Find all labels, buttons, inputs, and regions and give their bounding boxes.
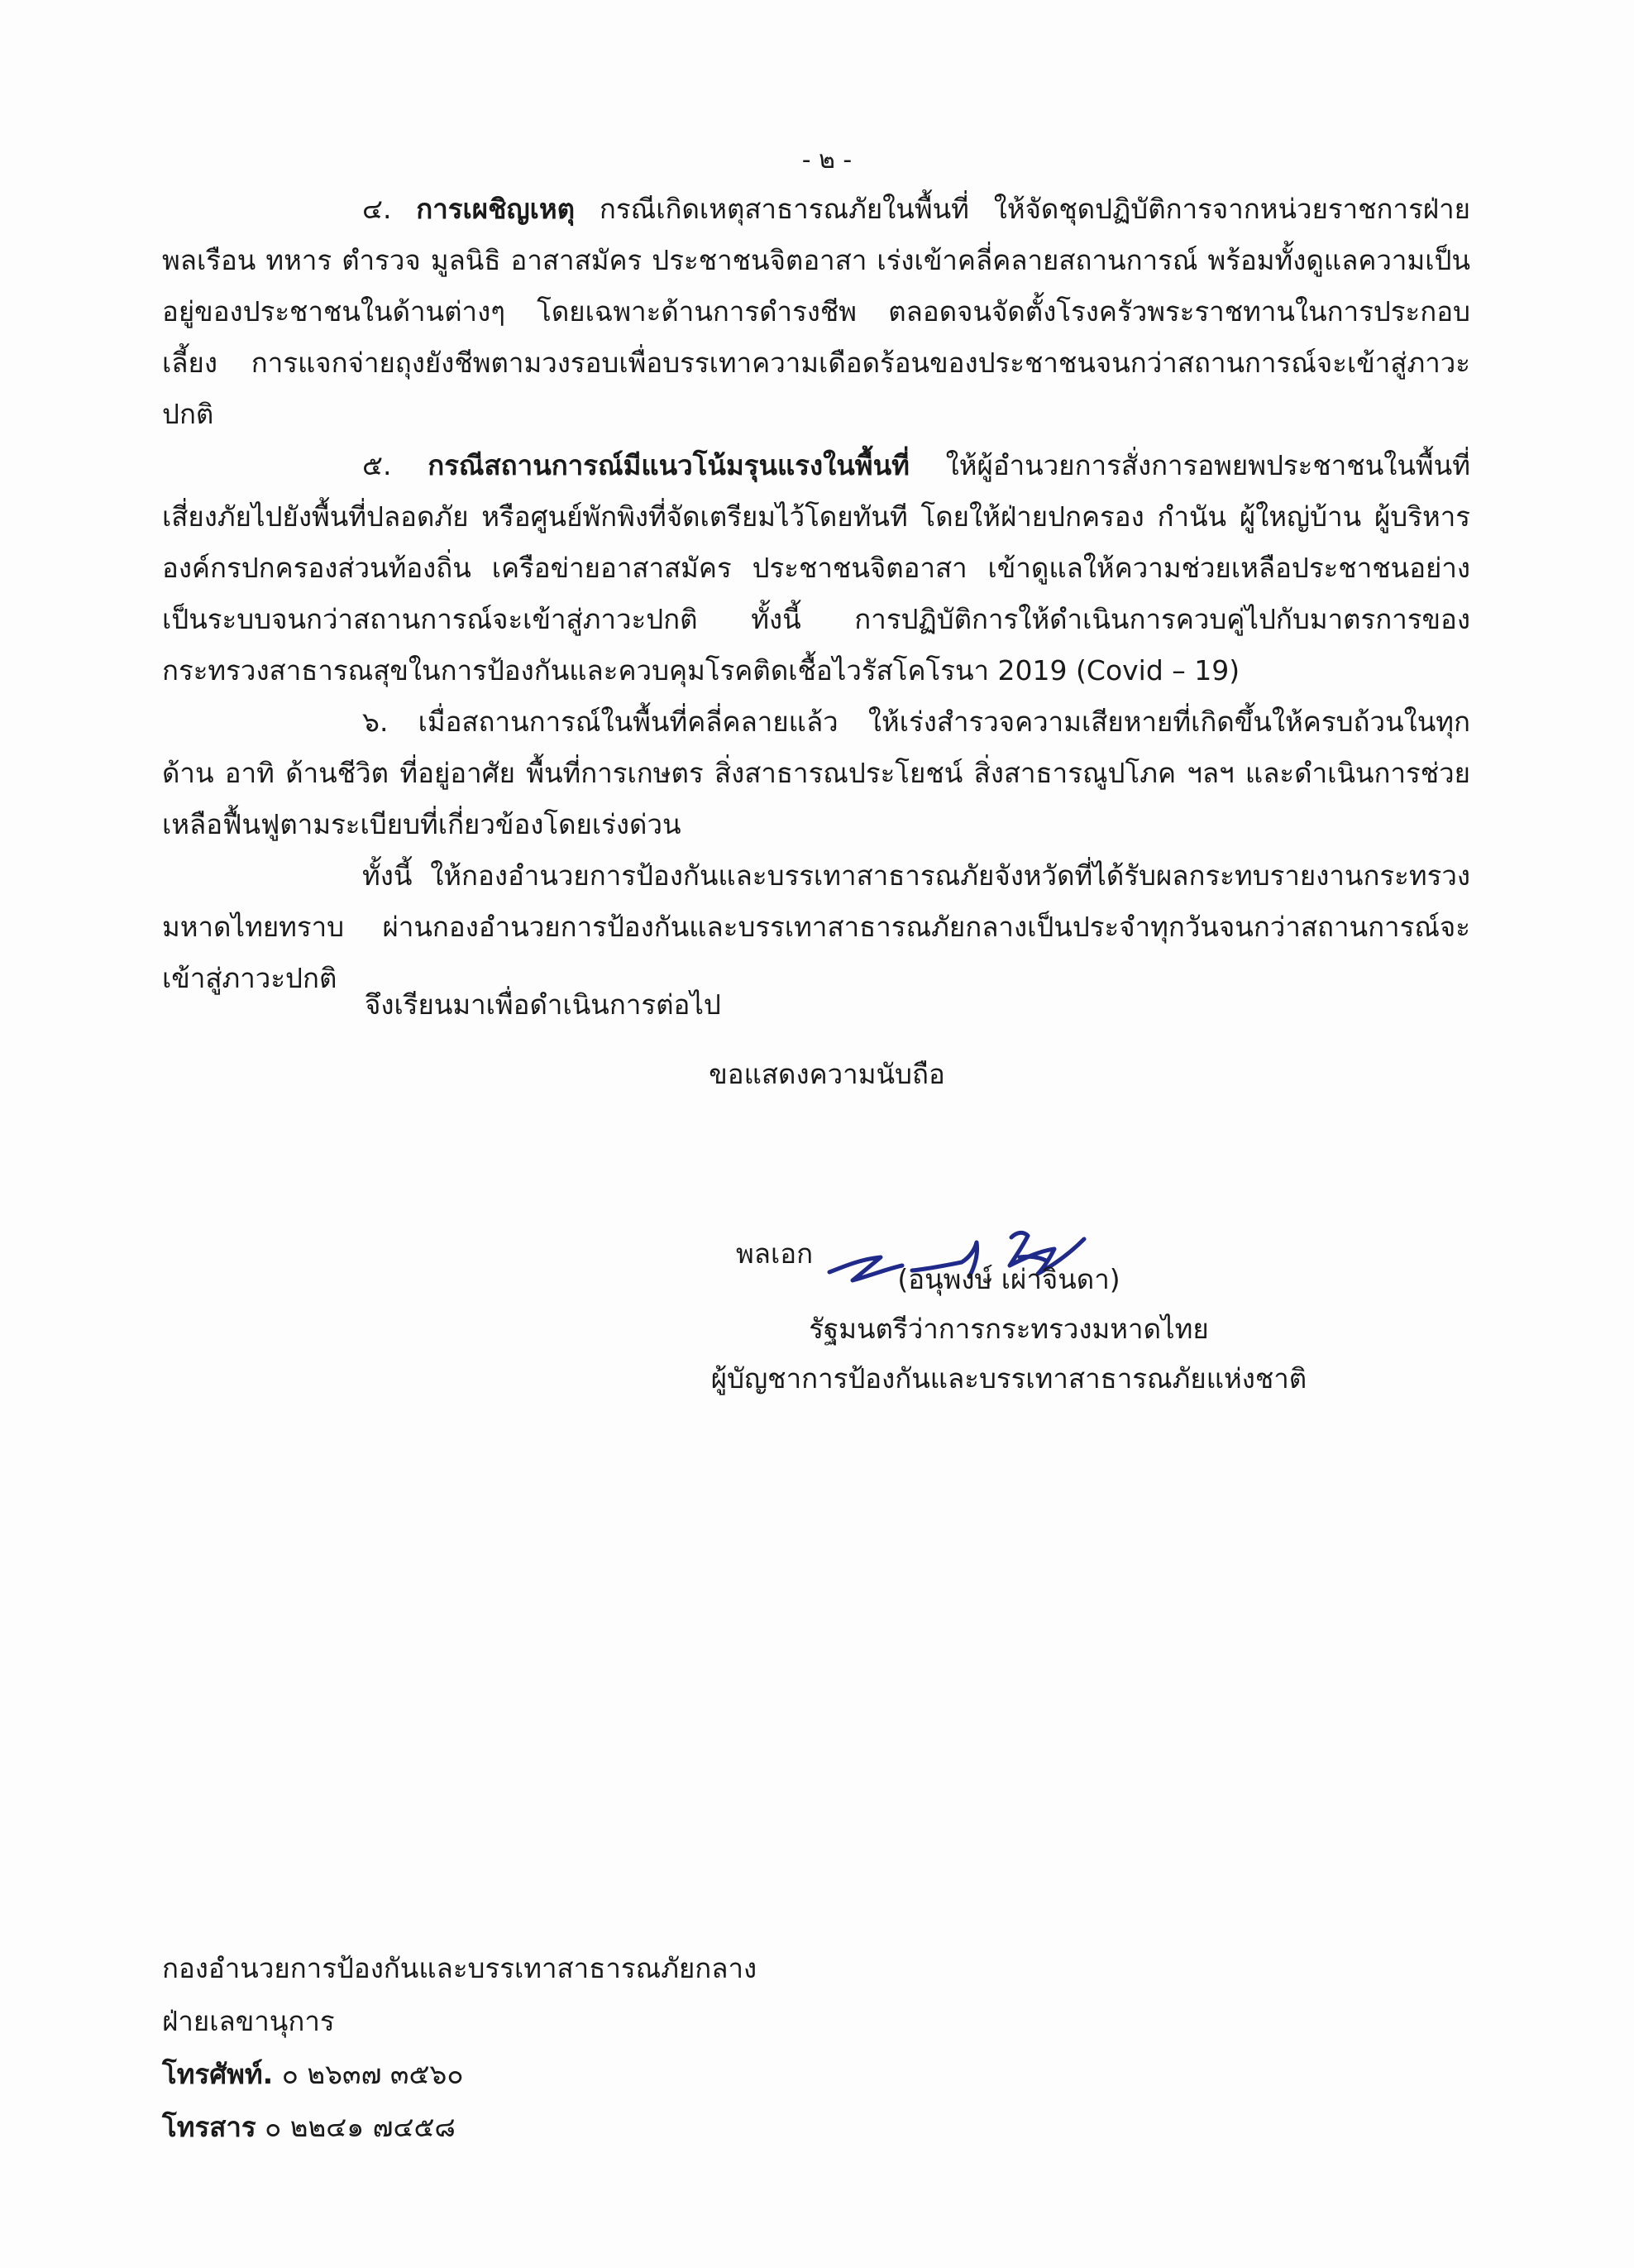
regards-line: ขอแสดงความนับถือ (709, 1058, 945, 1090)
footer-fax-line (162, 2101, 757, 2154)
rank-label: พลเอก (736, 1237, 814, 1270)
paragraph-reporting-text: ทั้งนี้ ให้กองอำนวยการป้องกันและบรรเทาสาธารณภัยจังหวัดที่ได้รับผลกระทบรายงานกระทรวงมหาดไทยทราบ ผ่านกองอำนวยการป้องกันและบรรเทาสาธารณภัยกลางเป็นประจำทุกวันจนกว่าสถานการณ์จะเข้าสู่ภาวะปกติ (162, 859, 1470, 994)
footer-phone: ๐ ๒๖๓๗ ๓๕๖๐ (281, 2058, 464, 2090)
signatory-name: (อนุพงษ์ เผ่าจินดา) (897, 1263, 1120, 1295)
paragraph-reporting (162, 850, 1470, 1004)
paragraph-6 (162, 696, 1470, 850)
paragraph-6-text: เมื่อสถานการณ์ในพื้นที่คลี่คลายแล้ว ให้เร่งสำรวจความเสียหายที่เกิดขึ้นให้ครบถ้วนในทุกด้าน อาทิ ด้านชีวิต ที่อยู่อาศัย พื้นที่การเกษตร สิ่งสาธารณประโยชน์ สิ่งสาธารณูปโภค ฯลฯ และดำเนินการช่วยเหลือฟื้นฟูตามระเบียบที่เกี่ยวข้องโดยเร่งด่วน (162, 706, 1470, 840)
footer-fax-label: โทรสาร (162, 2111, 256, 2143)
footer-contact (162, 1942, 757, 2154)
paragraph-4-number: ๔. (362, 193, 392, 225)
paragraph-5 (162, 440, 1470, 696)
paragraph-5-text: ให้ผู้อำนวยการสั่งการอพยพประชาชนในพื้นที่เสี่ยงภัยไปยังพื้นที่ปลอดภัย หรือศูนย์พักพิงที่จัดเตรียมไว้โดยทันที โดยให้ฝ่ายปกครอง กำนัน ผู้ใหญ่บ้าน ผู้บริหารองค์กรปกครองส่วนท้องถิ่น เครือข่ายอาสาสมัคร ประชาชนจิตอาสา เข้าดูแลให้ความช่วยเหลือประชาชนอย่างเป็นระบบจนกว่าสถานการณ์จะเข้าสู่ภาวะปกติ ทั้งนี้ การปฏิบัติการให้ดำเนินการควบคู่ไปกับมาตรการของกระทรวงสาธารณสุขในการป้องกันและควบคุมโรคติดเชื้อไวรัสโคโรนา 2019 (Covid – 19) (162, 449, 1470, 687)
footer-section: ฝ่ายเลขานุการ (162, 2005, 335, 2037)
footer-office: กองอำนวยการป้องกันและบรรเทาสาธารณภัยกลาง (162, 1952, 757, 1984)
page-number: - ๒ - (801, 146, 853, 175)
paragraph-4-text: กรณีเกิดเหตุสาธารณภัยในพื้นที่ ให้จัดชุดปฏิบัติการจากหน่วยราชการฝ่ายพลเรือน ทหาร ตำรวจ มูลนิธิ อาสาสมัคร ประชาชนจิตอาสา เร่งเข้าคลี่คลายสถานการณ์ พร้อมทั้งดูแลความเป็นอยู่ของประชาชนในด้านต่างๆ โดยเฉพาะด้านการดำรงชีพ ตลอดจนจัดตั้งโรงครัวพระราชทานในการประกอบเลี้ยง การแจกจ่ายถุงยังชีพตามวงรอบเพื่อบรรเทาความเดือดร้อนของประชาชนจนกว่าสถานการณ์จะเข้าสู่ภาวะปกติ (162, 193, 1470, 430)
paragraph-4-heading: การเผชิญเหตุ (416, 193, 576, 225)
footer-phone-line (162, 2048, 757, 2101)
footer-phone-label: โทรศัพท์. (162, 2058, 274, 2090)
closing-line: จึงเรียนมาเพื่อดำเนินการต่อไป (365, 988, 721, 1021)
signatory-position-1: รัฐมนตรีว่าการกระทรวงมหาดไทย (809, 1313, 1209, 1345)
footer-fax: ๐ ๒๒๔๑ ๗๔๕๘ (265, 2111, 456, 2143)
paragraph-6-number: ๖. (362, 706, 389, 738)
signatory-position-2: ผู้บัญชาการป้องกันและบรรเทาสาธารณภัยแห่งชาติ (710, 1362, 1307, 1395)
paragraph-5-heading: กรณีสถานการณ์มีแนวโน้มรุนแรงในพื้นที่ (428, 449, 910, 481)
paragraph-5-number: ๕. (362, 449, 392, 481)
paragraph-4 (162, 184, 1470, 440)
letter-body (162, 184, 1470, 1004)
